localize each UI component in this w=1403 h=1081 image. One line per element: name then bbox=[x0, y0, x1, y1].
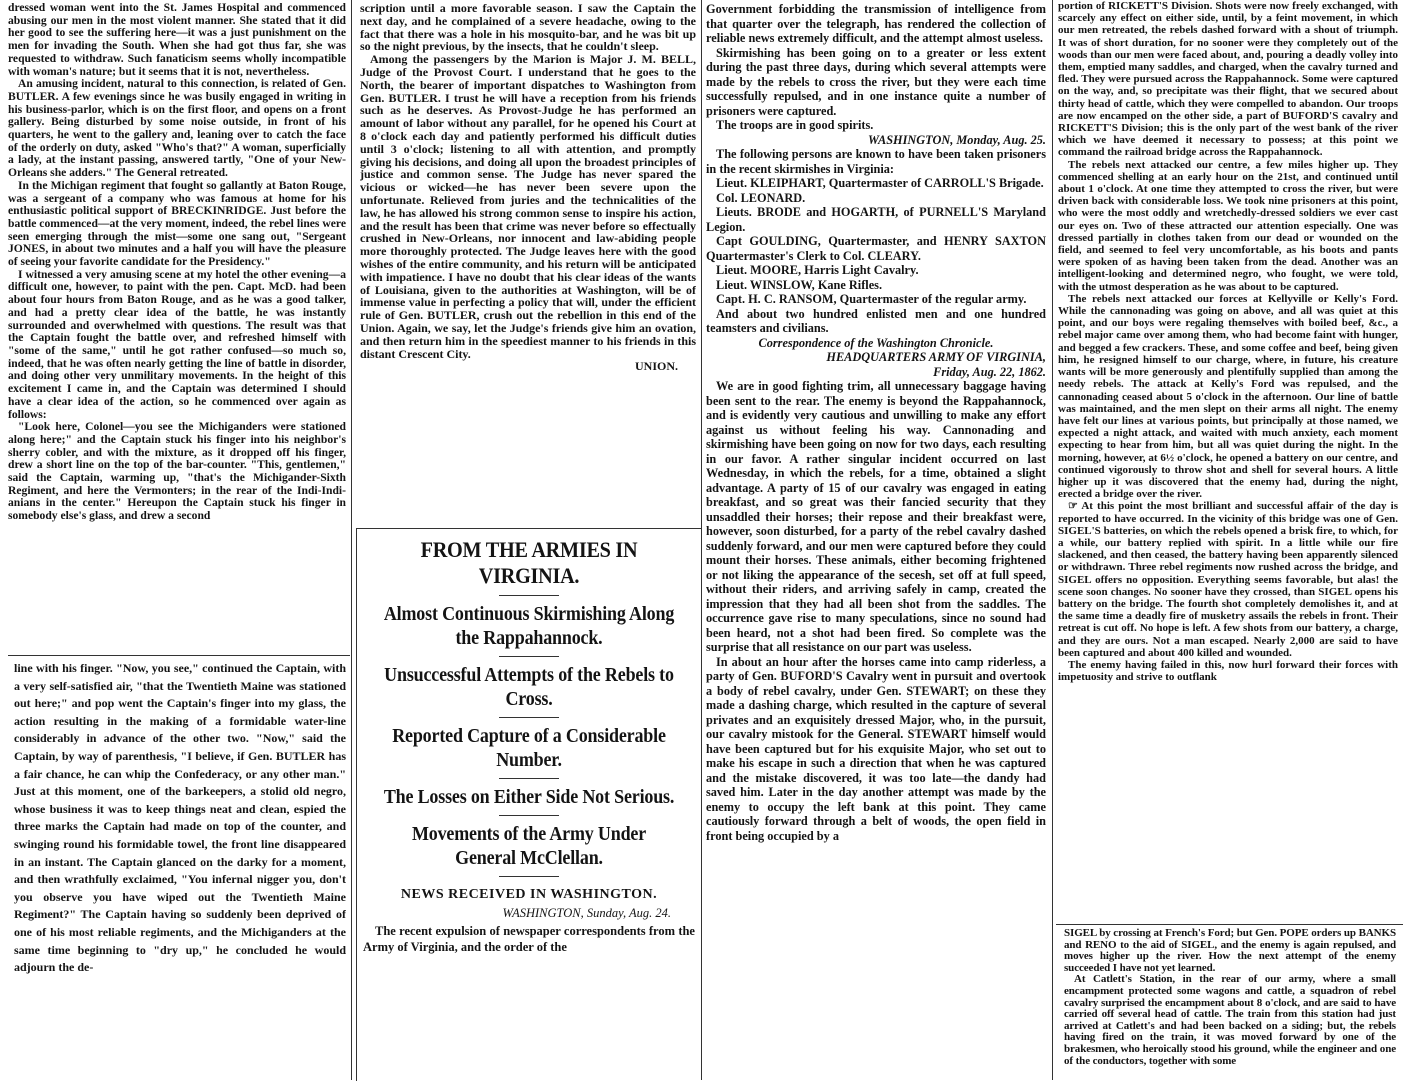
paragraph: "Look here, Colonel—you see the Michiganders were stationed along here;" and the Captain stuck his finger into his neighbor's sherry cobler, and with the mixture, as it dropped off his finger, drew a short line on the top of the bar-counter. "This, gentlemen," said the Captain, warming up, "that's the Michigander-Sixth Regiment, and here the Vermonters; in the rear of the Indi-Indi-anians in the center." Hereupon the Captain stuck his finger in somebody else's glass, and drew a second bbox=[8, 420, 346, 523]
prisoner-item: Lieut. MOORE, Harris Light Cavalry. bbox=[716, 263, 919, 277]
paragraph: line with his finger. "Now, you see," continued the Captain, with a very self-satisfied air, "that the Twentieth Maine was stationed out here;" and pop went the Captain's finger into my glass, the action resulting in the making of a formidable water-line considerably in advance of the other two. "Now," said the Captain, by way of parenthesis, "I believe, if Gen. BUTLER has a fair chance, he can whip the Confederacy, or any other man." Just at this moment, one of the barkeepers, a stolid old negro, whose business it was to keep things neat and clean, espied the three marks the Captain had made on top of the counter, and swinging round his formidable towel, the front line disappeared in an instant. The Captain glanced on the darky for a moment, and then wrathfully exclaimed, "You infernal nigger you, don't you observe you have wiped out the Twentieth Maine Regiment?" The Captain having so suddenly been deprived of one of his most reliable regiments, and the Michiganders at the same time beginning to "dry up," he concluded he would adjourn the de- bbox=[14, 661, 346, 975]
paragraph: And about two hundred enlisted men and one hundred teamsters and civilians. bbox=[706, 306, 1046, 335]
paragraph: SIGEL by crossing at French's Ford; but Gen. POPE orders up BANKS and RENO to the aid of SIGEL, and the enemy is again repulsed, and moves higher up the river. How the next attempt of the enemy succeeded I have not yet learned. bbox=[1064, 928, 1396, 974]
prisoner-item: Col. LEONARD. bbox=[716, 190, 806, 205]
column-4-top bbox=[1058, 0, 1398, 922]
section-head: NEWS RECEIVED IN WASHINGTON. bbox=[400, 887, 658, 902]
divider bbox=[499, 656, 559, 657]
column-rule bbox=[701, 0, 702, 1080]
prisoner-item: Lieut. WINSLOW, Kane Rifles. bbox=[716, 277, 883, 292]
paragraph: ☞ At this point the most brilliant and successful affair of the day is reported to have occurred. In the vicinity of this bridge was one of Gen. SIGEL'S batteries, on which the rebels opened a brisk fire, to which, for a while, our battery replied with spirit. In a little while our fire slackened, and then ceased, the battery having been apparently silenced or withdrawn. Three rebel regiments now rushed across the bridge, and SIGEL offers no opposition. Everything seems favorable, but alas! the scene soon changes. No sooner have they crossed, than SIGEL opens his battery on the bridge. The fourth shot completely demolishes it, and at the same time a deadly fire of musketry assails the rebels in front. Their retreat is cut off. No hope is left. A few shots from our battery, a charge, and they are ours. Not a man escaped. Nearly 2,000 are said to have been captured and about 400 killed and wounded. bbox=[1058, 500, 1398, 659]
divider bbox=[499, 595, 559, 596]
paragraph: dressed woman went into the St. James Hospital and commenced abusing our men in the most violent manner. She stated that it did her good to see the suffering here—it was a just punishment on the men for invading the South. When she had got thus far, she was requested to withdraw. Such fanaticism seems wholly incompatible with woman's nature; but it seems that it is not, nevertheless. bbox=[8, 2, 346, 78]
paragraph: Among the passengers by the Marion is Major J. M. BELL, Judge of the Provost Court. I understand that he goes to the North, the bearer of important dispatches to Washington from Gen. BUTLER. I trust he will have a reception from his friends such as he deserves. As Provost-Judge he has performed an amount of labor without any parallel, for he opened his Court at 8 o'clock each day and patiently performed his difficult duties until 3 o'clock; listening to all with attention, and promptly giving his decisions, and doing all upon the broadest principles of justice and common sense. The Judge has never spared the vicious or wicked—he has never been severe upon the unfortunate. Relieved from juries and the technicalities of the law, he has allowed his strong common sense to inspire his action, and the result has been that crime was never before so effectually crushed in New-Orleans, nor innocent and law-abiding people more thoroughly protected. The Judge leaves here with the good wishes of the entire community, and his return will be anticipated with impatience. I have no doubt that his clear ideas of the wants of Louisiana, given to the authorities at Washington, will be of immense value in perfecting a policy that will, under the efficient rule of Gen. BUTLER, crush out the rebellion in this end of the Union. Again, we say, let the Judge's friends give him an ovation, and then return him in the speediest manner to his friends in this distant Crescent City. bbox=[360, 52, 696, 361]
paragraph: The following persons are known to have been taken prisoners in the recent skirmishes in Virginia: bbox=[706, 147, 1046, 176]
paragraph: scription until a more favorable season. I saw the Captain the next day, and he complained of a severe headache, owing to the fact that there was a hole in his mosquito-bar, and he was bit up so the night previous, by the insects, that he couldn't sleep. bbox=[360, 2, 696, 54]
paragraph: The rebels next attacked our centre, a few miles higher up. They commenced shelling at an early hour on the 21st, and continued until about 1 o'clock. At one time they attempted to cross the river, but were driven back with considerable loss. We took nine prisoners at this point, who were the most oddly and wretchedly-dressed soldiers we ever cast our eyes on. Two of these attracted our attention especially. One was dressed partially in clothes taken from our dead or wounded on the field, and seemed to feel very uncomfortable, as his boots and pants were spoken of as having been taken from the dead. Another was an intelligent-looking and determined negro, who fought, we were told, with the utmost desperation as he was about to be captured. bbox=[1058, 158, 1398, 293]
divider bbox=[499, 815, 559, 816]
signature: UNION. bbox=[634, 359, 678, 374]
subheadline: Reported Capture of a Considerable Number. bbox=[392, 725, 666, 771]
paragraph: Government forbidding the transmission of intelligence from that quarter over the telegraph, has rendered the collection of reliable news extremely difficult, and the attempt almost useless. bbox=[706, 2, 1046, 45]
column-1-top bbox=[8, 2, 346, 652]
prisoner-item: Capt. H. C. RANSOM, Quartermaster of the regular army. bbox=[716, 292, 1027, 306]
prisoner-item: Capt GOULDING, Quartermaster, and HENRY SAXTON Quartermaster's Clerk to Col. CLEARY. bbox=[706, 234, 1046, 263]
correspondence-credit: Correspondence of the Washington Chronicle. bbox=[758, 335, 994, 350]
subheadline: Unsuccessful Attempts of the Rebels to Cross. bbox=[384, 664, 674, 710]
column-4-bottom bbox=[1064, 928, 1396, 1079]
column-3 bbox=[706, 2, 1046, 1078]
subheadline: Movements of the Army Under General McClellan. bbox=[411, 823, 647, 869]
dateline: WASHINGTON, Monday, Aug. 25. bbox=[868, 132, 1046, 147]
column-rule bbox=[1052, 0, 1053, 1080]
paragraph: The recent expulsion of newspaper correspondents from the Army of Virginia, and the order of the bbox=[363, 924, 695, 954]
paragraph: The enemy having failed in this, now hurl forward their forces with impetuosity and strive to outflank bbox=[1058, 658, 1398, 684]
column-1-bottom bbox=[14, 660, 346, 1078]
paragraph: We are in good fighting trim, all unnecessary baggage having been sent to the rear. The enemy is beyond the Rappahannock, and is evidently very cautious and unwilling to make any effort against us without feeling his way. Cannonading and skirmishing have been going on now for two days, each resulting in our favor. A rather singular incident occurred on last Wednesday, in which the rebels, for a time, obtained a slight advantage. A party of 15 of our cavalry was engaged in eating breakfast, and so great was their fancied security that they unsaddled their horses; their repose and their breakfast were, however, soon disturbed, for a party of the rebel cavalry dashed suddenly forward, and our men were captured before they could mount their horses. These animals, either becoming frightened or not liking the appearance of the secesh, set off at full speed, without their riders, and arriving safely in camp, created the impression that they had all been shot from the saddles. The occurrence gave rise to many speculations, since no sound had been heard, not a shot had been fired. So complete was the surprise that all resistance on our part was useless. bbox=[706, 379, 1046, 654]
section-rule bbox=[8, 655, 350, 656]
paragraph: The troops are in good spirits. bbox=[716, 118, 874, 132]
divider bbox=[499, 717, 559, 718]
paragraph: Skirmishing has been going on to a greater or less extent during the past three days, during which several attempts were made by the rebels to cross the river, but they were each time successfully repulsed, and in one instance quite a number of prisoners were captured. bbox=[706, 45, 1046, 118]
divider bbox=[499, 778, 559, 779]
paragraph: In about an hour after the horses came into camp riderless, a party of Gen. BUFORD'S Cavalry went in pursuit and overtook a body of rebel cavalry, under Gen. STEWART; on these they made a dashing charge, which resulted in the capture of several privates and an exquisitely dressed Major, who, in the pursuit, our cavalry mistook for the General. STEWART himself would have been captured but for his exquisite Major, who set out to make his escape in such a direction that when he was captured and the mistake discovered, it was too late—the dandy had saved him. Later in the day another attempt was made by the enemy to occupy the left bank at this point. They came cautiously forward through a belt of woods, the open field in front being occupied by a bbox=[706, 654, 1046, 843]
paragraph: In the Michigan regiment that fought so gallantly at Baton Rouge, was a sergeant of a company who was famous at home for his enthusiastic political support of BRECKINRIDGE. Just before the battle commenced—at the very moment, indeed, the rebel lines were seen emerging through the mist—some one sang out, "Sergeant JONES, in about two minutes and a half you will have the pleasure of seeing your favorite candidate for the Presidency." bbox=[8, 178, 346, 269]
section-rule bbox=[1056, 924, 1403, 925]
prisoner-item: Lieut. KLEIPHART, Quartermaster of CARROLL'S Brigade. bbox=[716, 176, 1044, 190]
dateline: WASHINGTON, Sunday, Aug. 24. bbox=[502, 906, 671, 920]
subheadline: Almost Continuous Skirmishing Along the Rappahannock. bbox=[383, 603, 675, 649]
paragraph: An amusing incident, natural to this connection, is related of Gen. BUTLER. A few evenings since he was busily engaged in writing in his business-parlor, which is on the first floor, and opens on a front gallery. Being disturbed by some noise outside, in front of his quarters, he went to the gallery and, leaning over to catch the face of the orderly on duty, asked "Who's that?" A woman, superficially a lady, at the instant passing, answered tartly, "One of your New-Orleans she adders." The General retreated. bbox=[8, 77, 346, 180]
paragraph: portion of RICKETT'S Division. Shots were now freely exchanged, with scarcely any effect on either side, until, by a feint movement, in which our men retreated, the rebels dashed forward with a shout of triumph. It was of short duration, for no sooner were they completely out of the woods than our men were faced about, and, pouring a deadly volley into them, emptied many saddles, and charged, when the cavalry turned and fled. They were pursued across the Rappahannock. Some were captured on the way, and, so precipitate was their flight, that we secured about thirty head of cattle, which they were compelled to abandon. Our troops are now encamped on the other side, a part of BUFORD'S cavalry and RICKETT'S Division; this is the only part of the west bank of the river which we have deemed it necessary to possess; at this point we command the railroad bridge across the Rappahannock. bbox=[1058, 0, 1398, 159]
hq-dateline: HEADQUARTERS ARMY OF VIRGINIA, bbox=[826, 350, 1046, 364]
hq-date: Friday, Aug. 22, 1862. bbox=[933, 364, 1046, 379]
paragraph: I witnessed a very amusing scene at my hotel the other evening—a difficult one, however, to paint with the pen. Capt. McD. had been about four hours from Baton Rouge, and as he was a good talker, and had a pretty clear idea of the battle, he was instantly surrounded and overwhelmed with questions. The result was that the Captain fought the battle over, and refreshed himself with "some of the same," until he got rather confused—so much so, indeed, that he was often nearly getting the line of battle in disorder, and doing other very unmilitary movements. In the height of this excitement I came in, and the Captain was determined I should have a clear idea of the action, so he commenced over again as follows: bbox=[8, 267, 346, 421]
divider bbox=[499, 876, 559, 877]
subheadline: The Losses on Either Side Not Serious. bbox=[383, 786, 675, 808]
article-headline-box bbox=[356, 528, 701, 1081]
paragraph: The rebels next attacked our forces at Kellyville or Kelly's Ford. While the cannonading was going on above, and all was quiet at this point, and our boys were regaling themselves with boiled beef, &c., a rebel major came over among them, who had become faint with hunger, and begged a few crackers. These, and some coffee and beef, being given him, he resigned himself to our charge, where, in future, his creature wants will be more generously and plentifully supplied than among the needy rebels. The attack at Kelly's Ford was repulsed, and the cannonading ceased about 5 o'clock in the afternoon. Our line of battle was maintained, and the men slept on their arms all night. The enemy have felt our lines at various points, but principally at those named, we expected a night attack, and waited with much anxiety, each moment expecting to hear from him, but all was quiet during the night. In the morning, however, at 6½ o'clock, he opened a battery on our centre, and continued vigorously to throw shot and shell for several hours. A little higher up it was discovered that the enemy had, during the night, erected a bridge over the river. bbox=[1058, 292, 1398, 501]
paragraph: At Catlett's Station, in the rear of our army, where a small encampment protected some wagons and cattle, a squadron of rebel cavalry surprised the encampment about 8 o'clock, and are said to have carried off several head of cattle. The train from this station had just arrived at Catlett's and had been backed on a siding; but, the rebels having fired on the train, it was moved forward by one of the brakesmen, who heroically stood his ground, while the engineer and one of the conductors, together with some bbox=[1064, 973, 1396, 1067]
headline: FROM THE ARMIES IN VIRGINIA. bbox=[420, 537, 638, 588]
prisoner-item: Lieuts. BRODE and HOGARTH, of PURNELL'S Maryland Legion. bbox=[706, 205, 1046, 234]
column-rule bbox=[351, 0, 352, 1080]
column-2-top bbox=[360, 2, 696, 524]
